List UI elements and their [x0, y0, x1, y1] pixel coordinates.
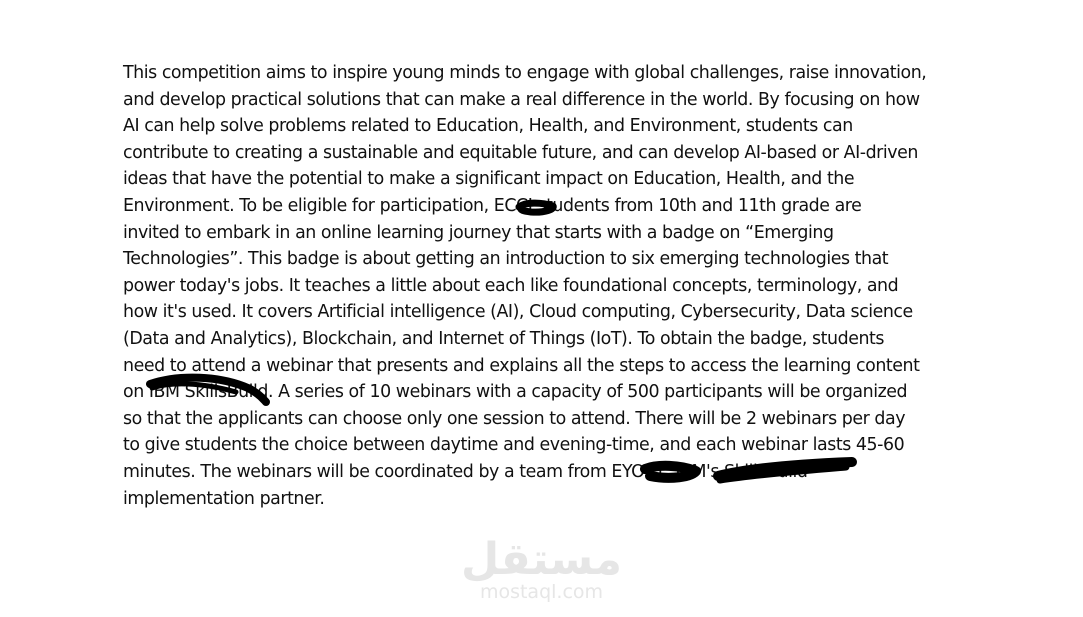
paragraph-line: contribute to creating a sustainable and equitable future, and can develop AI-based or AI-driven — [123, 142, 918, 163]
paragraph-line: ideas that have the potential to make a significant impact on Education, Health, and the — [123, 169, 855, 190]
paragraph-line: so that the applicants can choose only one session to attend. There will be 2 webinars per day — [123, 408, 906, 429]
paragraph-line: minutes. The webinars will be coordinated by a team from EYOST, IBM's SkillsBuild — [123, 461, 808, 482]
paragraph-line: AI can help solve problems related to Education, Health, and Environment, students can — [123, 116, 853, 137]
watermark-logo: مستقل — [461, 534, 622, 585]
paragraph-line: and develop practical solutions that can make a real difference in the world. By focusing on how — [123, 89, 920, 110]
paragraph-line: Technologies”. This badge is about getting an introduction to six emerging technologies that — [123, 249, 889, 270]
paragraph-line: implementation partner. — [123, 488, 325, 509]
paragraph-line: invited to embark in an online learning journey that starts with a badge on “Emerging — [123, 222, 834, 243]
document-body — [123, 60, 1003, 512]
paragraph-line: Environment. To be eligible for participation, ECCI students from 10th and 11th grade are — [123, 195, 862, 216]
paragraph-line: (Data and Analytics), Blockchain, and Internet of Things (IoT). To obtain the badge, students — [123, 328, 884, 349]
watermark — [0, 536, 1083, 602]
paragraph-line: on IBM SkillsBuild. A series of 10 webinars with a capacity of 500 participants will be organized — [123, 382, 908, 403]
paragraph-line: This competition aims to inspire young minds to engage with global challenges, raise innovation, — [123, 63, 927, 83]
paragraph-line: power today's jobs. It teaches a little about each like foundational concepts, terminology, and — [123, 275, 899, 296]
paragraph-line: how it's used. It covers Artificial intelligence (AI), Cloud computing, Cybersecurity, Data science — [123, 302, 913, 323]
paragraph-line: need to attend a webinar that presents and explains all the steps to access the learning content — [123, 355, 920, 376]
watermark-url: mostaql.com — [479, 581, 604, 603]
paragraph-line: to give students the choice between daytime and evening-time, and each webinar lasts 45-60 — [123, 435, 905, 456]
